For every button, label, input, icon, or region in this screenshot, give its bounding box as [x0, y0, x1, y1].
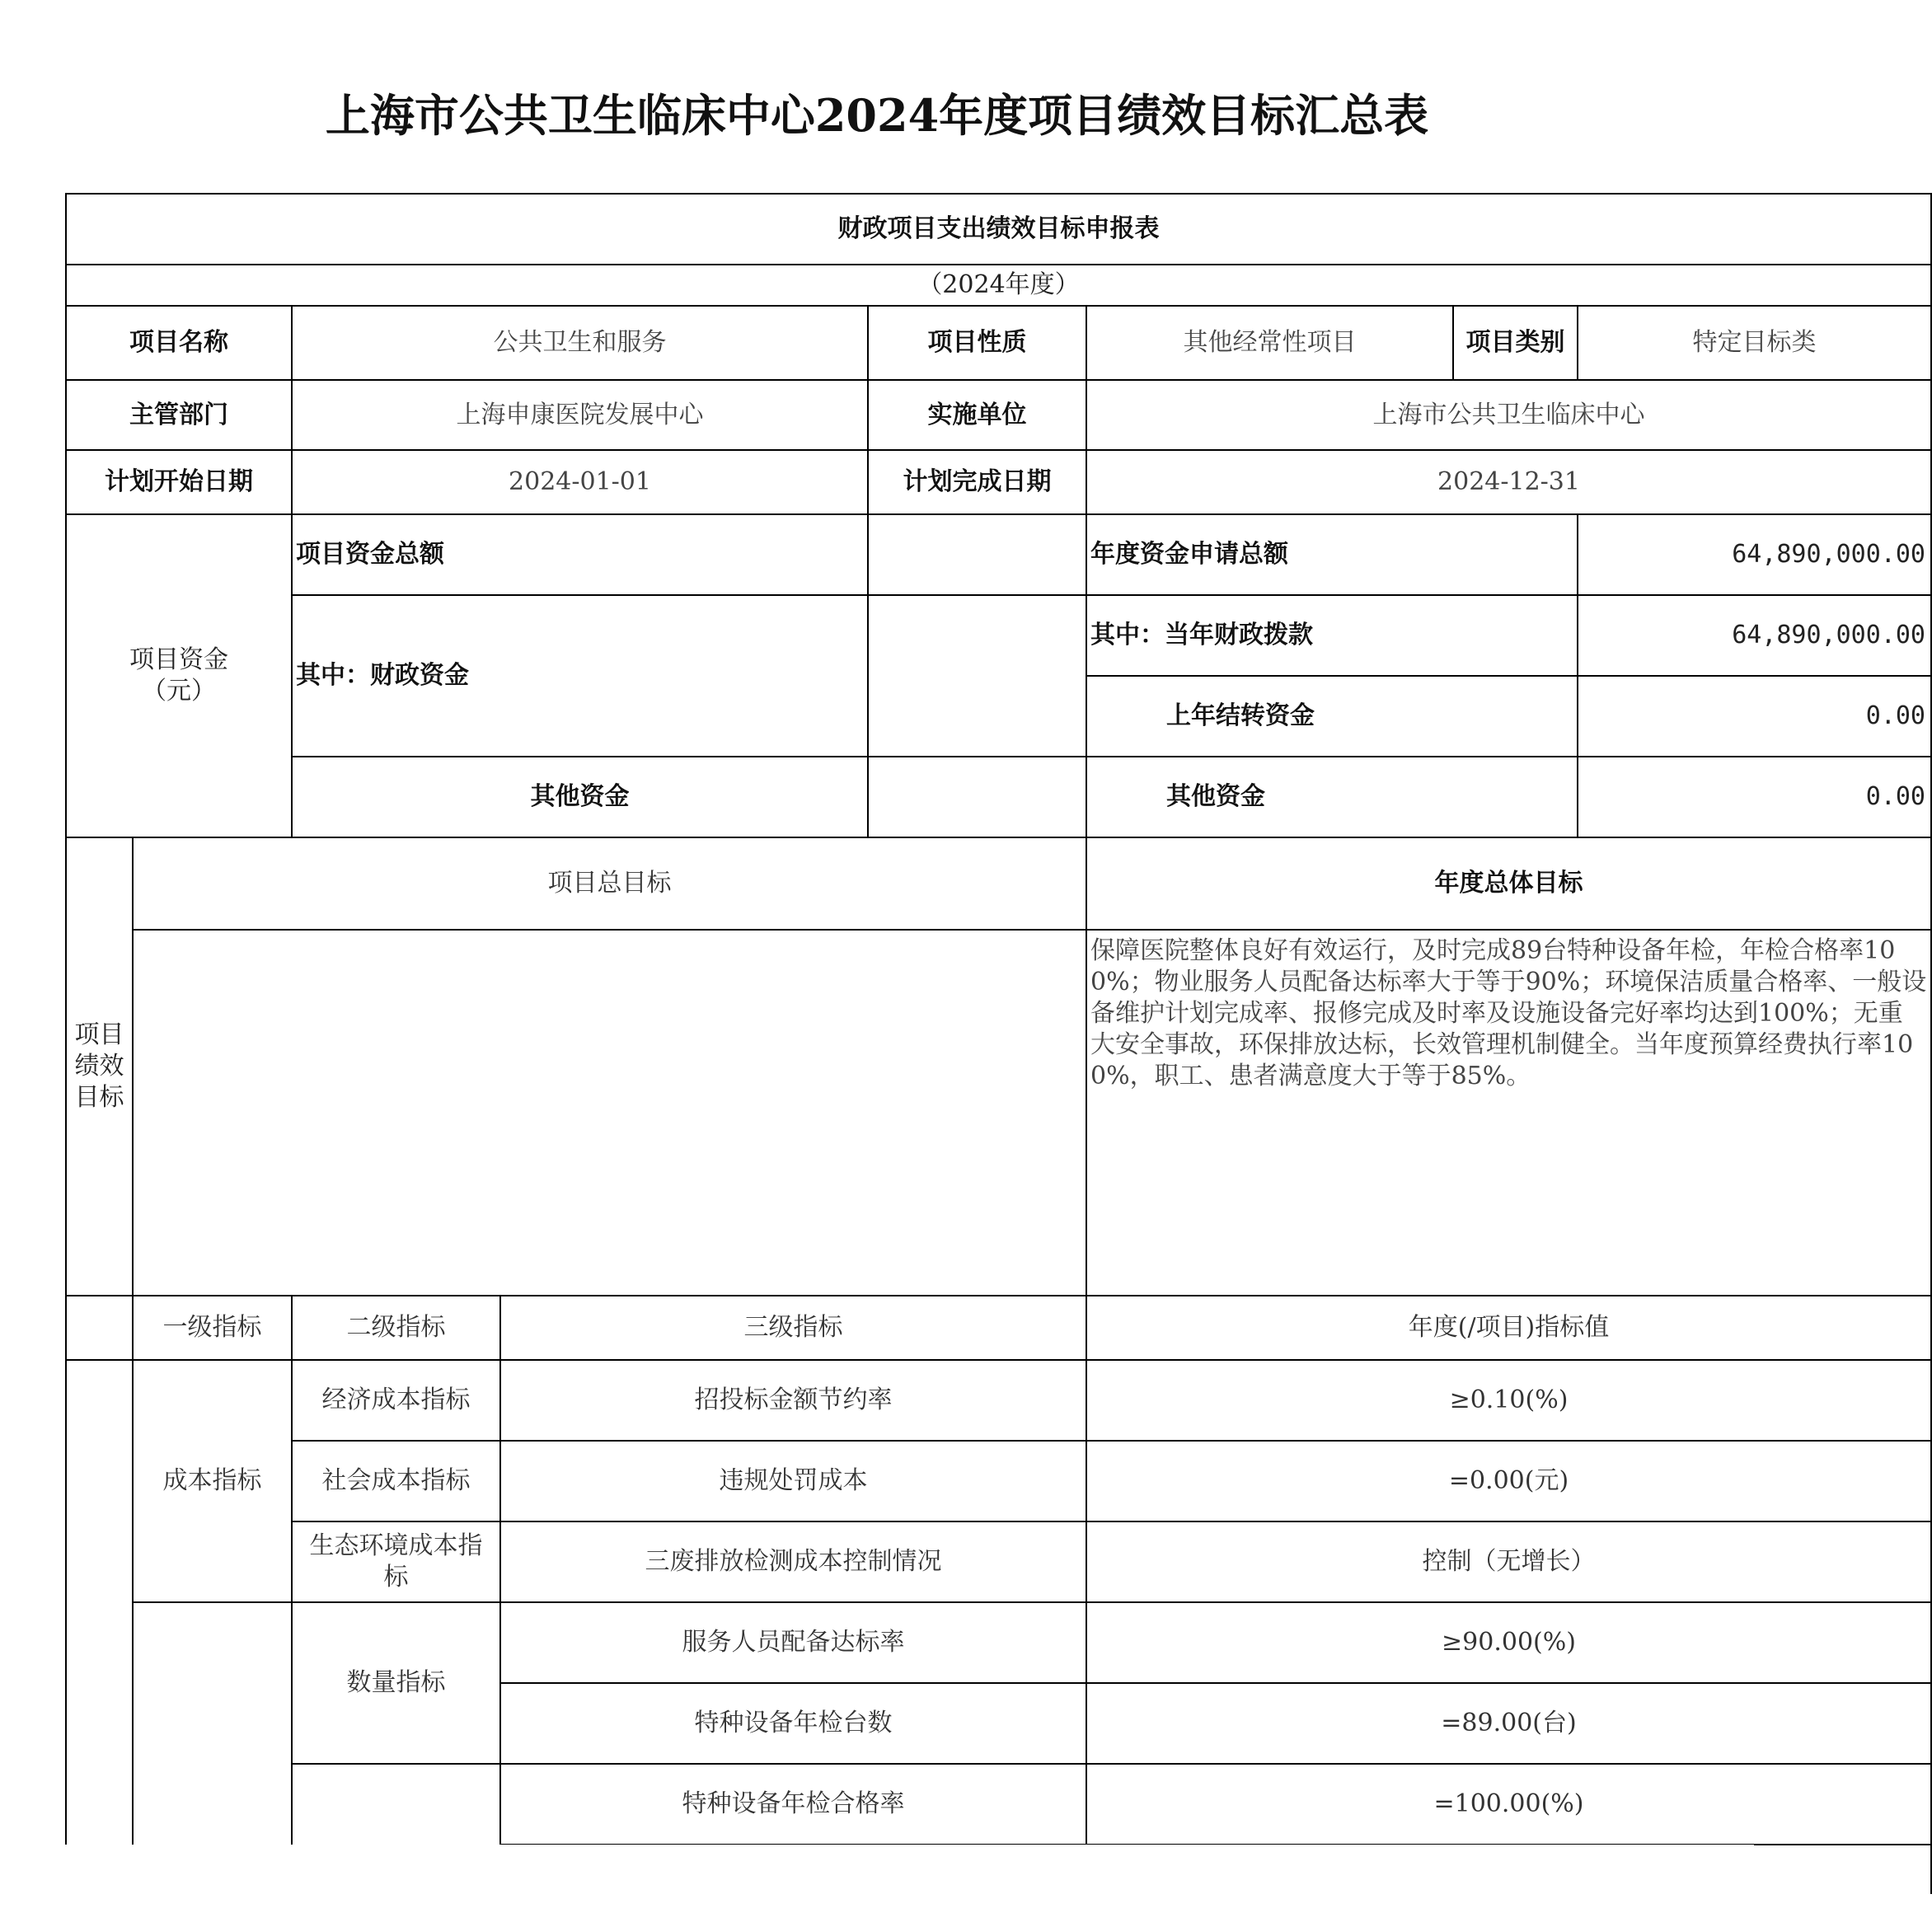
eco-cost-label-line1: 生态环境成本指 — [309, 1531, 483, 1560]
overall-goal-text — [133, 930, 1086, 1296]
funds-fiscal-label: 其中：财政资金 — [292, 595, 868, 757]
quantity-item-1: 服务人员配备达标率 — [500, 1602, 1086, 1683]
quantity-indicator-label: 数量指标 — [292, 1602, 500, 1764]
funds-label-line1: 项目资金 — [129, 645, 228, 674]
annual-total-value: 64,890,000.00 — [1578, 514, 1931, 595]
dept-label: 主管部门 — [66, 380, 292, 450]
performance-target-form — [65, 193, 1932, 1895]
carryover-label: 上年结转资金 — [1086, 676, 1578, 757]
funds-label-line2: （元） — [142, 677, 216, 706]
project-name-label: 项目名称 — [66, 306, 292, 380]
project-type-label: 项目类别 — [1453, 306, 1578, 380]
funds-other-value — [868, 757, 1086, 837]
eco-cost-label-line2: 标 — [383, 1563, 409, 1592]
annual-goal-text: 保障医院整体良好有效运行，及时完成89台特种设备年检，年检合格率100%；物业服务人员配备达标率大于等于90%；环境保洁质量合格率、一般设备维护计划完成率、报修完成及时率及设施设备完好率均达到100%；无重大安全事故，环保排放达标，长效管理机制健全。当年度预算经费执行率100%，职工、患者满意度大于等于85%。 — [1086, 930, 1931, 1296]
economic-cost-item: 招投标金额节约率 — [500, 1360, 1086, 1441]
goals-side-label-3: 目标 — [74, 1083, 124, 1112]
indicator-header-level2: 二级指标 — [292, 1296, 500, 1360]
indicator-header-level3: 三级指标 — [500, 1296, 1086, 1360]
overall-goal-label: 项目总目标 — [133, 837, 1086, 930]
indicator-header-blank — [66, 1296, 133, 1360]
cost-indicator-label: 成本指标 — [133, 1360, 292, 1602]
quantity-value-1: ≥90.00(%) — [1086, 1602, 1931, 1683]
year-label: （2024年度） — [66, 265, 1931, 306]
page-bottom-cutoff — [0, 1845, 1754, 1927]
form-title: 财政项目支出绩效目标申报表 — [66, 194, 1931, 265]
project-name-value: 公共卫生和服务 — [292, 306, 868, 380]
unit-value: 上海市公共卫生临床中心 — [1086, 380, 1931, 450]
project-nature-value: 其他经常性项目 — [1086, 306, 1453, 380]
end-date-value: 2024-12-31 — [1086, 450, 1931, 514]
social-cost-value: =0.00(元) — [1086, 1441, 1931, 1521]
end-date-label: 计划完成日期 — [868, 450, 1086, 514]
start-date-value: 2024-01-01 — [292, 450, 868, 514]
quality-value-1: =100.00(%) — [1086, 1764, 1931, 1845]
funds-total-label: 项目资金总额 — [292, 514, 868, 595]
annual-other-value: 0.00 — [1578, 757, 1931, 837]
start-date-label: 计划开始日期 — [66, 450, 292, 514]
funds-other-label: 其他资金 — [292, 757, 868, 837]
carryover-value: 0.00 — [1578, 676, 1931, 757]
unit-label: 实施单位 — [868, 380, 1086, 450]
eco-cost-item: 三废排放检测成本控制情况 — [500, 1521, 1086, 1602]
economic-cost-value: ≥0.10(%) — [1086, 1360, 1931, 1441]
quality-item-1: 特种设备年检合格率 — [500, 1764, 1086, 1845]
annual-other-label: 其他资金 — [1086, 757, 1578, 837]
goals-side-label-1: 项目 — [74, 1020, 124, 1049]
goals-side-label — [66, 837, 133, 1296]
indicator-header-value: 年度(/项目)指标值 — [1086, 1296, 1931, 1360]
annual-goal-label: 年度总体目标 — [1086, 837, 1931, 930]
goals-side-label-2: 绩效 — [74, 1052, 124, 1081]
project-nature-label: 项目性质 — [868, 306, 1086, 380]
funds-total-value — [868, 514, 1086, 595]
indicator-side-blank — [66, 1360, 133, 1894]
social-cost-label: 社会成本指标 — [292, 1441, 500, 1521]
current-fiscal-value: 64,890,000.00 — [1578, 595, 1931, 676]
dept-value: 上海申康医院发展中心 — [292, 380, 868, 450]
funds-fiscal-value — [868, 595, 1086, 757]
indicator-header-level1: 一级指标 — [133, 1296, 292, 1360]
current-fiscal-label: 其中：当年财政拨款 — [1086, 595, 1578, 676]
eco-cost-label — [292, 1521, 500, 1602]
quantity-item-2: 特种设备年检台数 — [500, 1683, 1086, 1764]
funds-label — [66, 514, 292, 837]
eco-cost-value: 控制（无增长） — [1086, 1521, 1931, 1602]
document-title: 上海市公共卫生临床中心2024年度项目绩效目标汇总表 — [325, 89, 1429, 142]
project-type-value: 特定目标类 — [1578, 306, 1931, 380]
quantity-value-2: =89.00(台) — [1086, 1683, 1931, 1764]
social-cost-item: 违规处罚成本 — [500, 1441, 1086, 1521]
annual-total-label: 年度资金申请总额 — [1086, 514, 1578, 595]
economic-cost-label: 经济成本指标 — [292, 1360, 500, 1441]
